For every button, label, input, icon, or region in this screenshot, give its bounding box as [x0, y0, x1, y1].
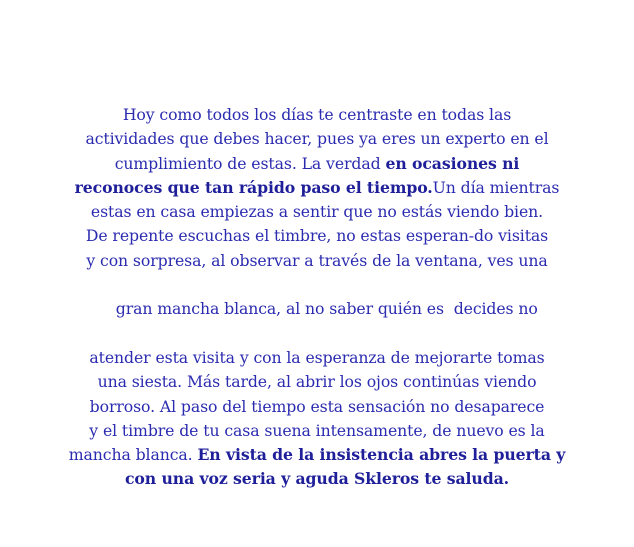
text-run: cumplimiento de estas. La verdad	[114, 153, 386, 173]
paragraph-line-4	[0, 176, 634, 200]
paragraph-line-9	[0, 346, 634, 370]
paragraph-line-3	[0, 152, 634, 176]
bold-text-run: con una voz seria y aguda Skleros te saluda.	[124, 469, 510, 489]
paragraph-line-5	[0, 200, 634, 224]
paragraph-line-8	[0, 273, 634, 346]
bold-text-run: reconoces que tan rápido paso el tiempo.	[74, 177, 433, 197]
paragraph-line-6	[0, 224, 634, 248]
paragraph-line-13	[0, 443, 634, 467]
text-run: y el timbre de tu casa suena intensamente, de nuevo es la	[89, 420, 545, 440]
text-run: De repente escuchas el timbre, no estas esperan-do visitas	[85, 226, 549, 246]
bold-text-run: En vista de la insistencia abres la puerta y	[197, 445, 566, 465]
paragraph-line-12	[0, 419, 634, 443]
text-run: una siesta. Más tarde, al abrir los ojos continúas viendo	[97, 372, 537, 392]
paragraph-line-14	[0, 467, 634, 491]
bold-text-run: en ocasiones ni	[385, 153, 520, 173]
text-run: mancha blanca.	[68, 445, 198, 465]
paragraph-line-7	[0, 249, 634, 273]
paragraph-line-2	[0, 127, 634, 151]
paragraph-line-11	[0, 395, 634, 419]
paragraph-line-1	[0, 103, 634, 127]
paragraph-line-10	[0, 370, 634, 394]
story-paragraph	[0, 103, 634, 492]
text-run: Hoy como todos los días te centraste en todas las	[122, 105, 512, 124]
text-run: atender esta visita y con la esperanza de mejorarte tomas	[89, 347, 545, 367]
text-run: Un día mientras	[432, 177, 560, 197]
text-run: estas en casa empiezas a sentir que no estás viendo bien.	[90, 202, 544, 222]
text-run: borroso. Al paso del tiempo esta sensación no desaparece	[89, 396, 545, 416]
text-run: gran mancha blanca, al no saber quién es decides no	[115, 299, 538, 319]
text-run: actividades que debes hacer, pues ya eres un experto en el	[85, 129, 549, 149]
text-run: y con sorpresa, al observar a través de la ventana, ves una	[86, 250, 548, 270]
